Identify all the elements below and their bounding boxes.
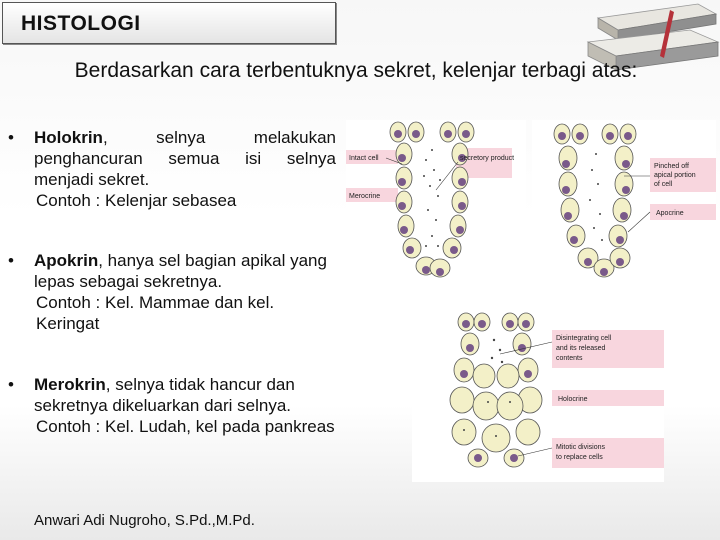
bullet-term: Merokrin bbox=[34, 375, 106, 394]
label-secretory-product: secretory product bbox=[460, 155, 515, 162]
label-pinched-off: Pinched off bbox=[654, 163, 689, 170]
secretion-granules bbox=[423, 149, 441, 247]
subtitle: Berdasarkan cara terbentuknya sekret, kelenjar terbagi atas: bbox=[74, 59, 638, 82]
bullet-example: Contoh : Kel. Mammae dan kel. Keringat bbox=[36, 293, 275, 333]
bullet-term: Holokrin bbox=[34, 128, 103, 147]
holocrine-diagram bbox=[412, 310, 664, 482]
page-title: HISTOLOGI bbox=[21, 12, 141, 35]
gland-cells bbox=[554, 124, 636, 277]
bullet-symbol: • bbox=[8, 128, 14, 147]
bullet-example: Contoh : Kel. Ludah, kel pada pankreas bbox=[36, 417, 335, 436]
bullet-symbol: • bbox=[8, 251, 14, 270]
gland-cells bbox=[390, 122, 474, 277]
label-merocrine: Merocrine bbox=[349, 193, 381, 200]
label-background bbox=[552, 438, 664, 468]
bullet-example: Contoh : Kelenjar sebasea bbox=[36, 191, 237, 210]
label-replace-cells: to replace cells bbox=[556, 454, 603, 461]
label-apical-portion: apical portion bbox=[654, 172, 696, 179]
label-intact-cell: Intact cell bbox=[349, 155, 379, 162]
apocrine-diagram bbox=[532, 120, 716, 292]
label-disintegrating-cell: Disintegrating cell bbox=[556, 335, 612, 342]
bullet-description: , hanya sel bagian apikal yang lepas sebagai sekretnya. bbox=[34, 251, 327, 291]
label-mitotic-divisions: Mitotic divisions bbox=[556, 444, 606, 451]
bullet-description: , selnya tidak hancur dan sekretnya dikeluarkan dari selnya. bbox=[34, 375, 295, 415]
label-apocrine: Apocrine bbox=[656, 210, 684, 217]
bullet-term: Apokrin bbox=[34, 251, 99, 270]
secretion-granules bbox=[589, 153, 603, 241]
title-box bbox=[2, 2, 336, 44]
label-holocrine: Holocrine bbox=[558, 396, 588, 403]
label-contents: contents bbox=[556, 355, 583, 362]
label-of-cell: of cell bbox=[654, 181, 673, 188]
author-footer: Anwari Adi Nugroho, S.Pd.,M.Pd. bbox=[34, 512, 255, 529]
label-and-its-released: and its released bbox=[556, 345, 606, 352]
bullet-symbol: • bbox=[8, 375, 14, 394]
merocrine-diagram bbox=[346, 120, 526, 292]
bullet-description: , selnya melakukan penghancuran semua isi selnya menjadi sekret. bbox=[34, 128, 336, 189]
